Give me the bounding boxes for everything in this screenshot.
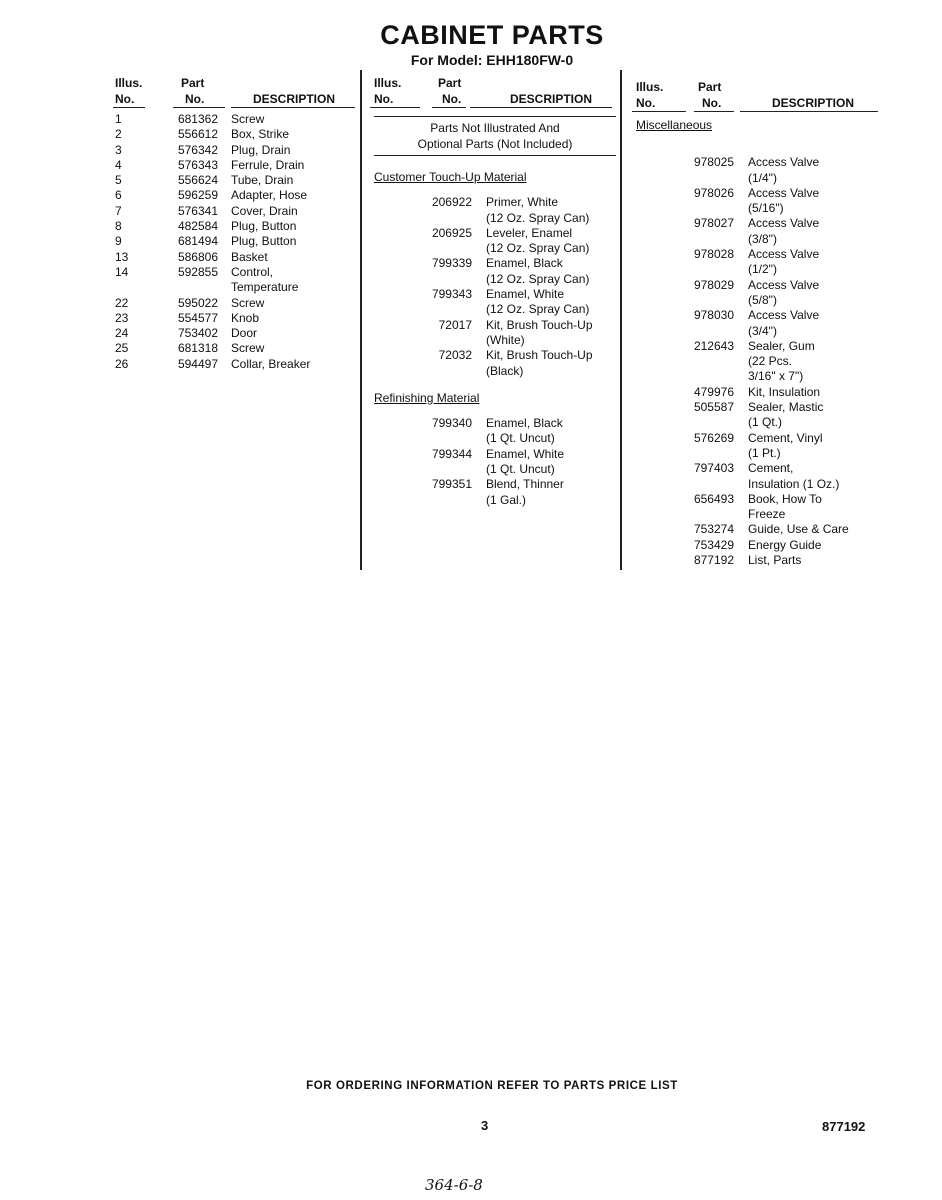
illus-number: 24 <box>115 326 129 341</box>
table-row-continuation <box>632 354 882 369</box>
part-description: Tube, Drain <box>231 173 294 188</box>
part-description: List, Parts <box>748 553 802 568</box>
illus-header-top: Illus. <box>636 80 664 94</box>
header-rule <box>632 111 686 112</box>
part-number: 799340 <box>431 416 472 431</box>
part-number: 479976 <box>693 384 734 399</box>
table-row <box>113 265 358 280</box>
header-rule <box>113 107 145 108</box>
section-title: Miscellaneous <box>636 118 713 132</box>
illus-number: 3 <box>115 142 122 157</box>
part-header-top: Part <box>181 76 205 90</box>
part-description: Control, <box>231 264 274 279</box>
part-description: (1 Pt.) <box>748 445 781 460</box>
part-number: 212643 <box>693 338 734 353</box>
part-description: Cement, <box>748 461 794 476</box>
table-row-continuation <box>632 415 882 430</box>
table-row <box>113 112 358 127</box>
header-rule <box>231 107 355 108</box>
part-description: (1 Qt. Uncut) <box>486 431 555 446</box>
part-number: 72032 <box>438 348 472 363</box>
table-row <box>632 247 882 262</box>
header-rule <box>370 107 420 108</box>
part-description: (3/4") <box>748 323 777 338</box>
part-description: (12 Oz. Spray Can) <box>486 302 590 317</box>
page-title: CABINET PARTS <box>380 20 604 50</box>
illus-number: 13 <box>115 249 129 264</box>
part-description: Plug, Button <box>231 219 297 234</box>
misc-parts-list <box>632 118 882 568</box>
part-number: 206922 <box>431 195 472 210</box>
part-description: Kit, Insulation <box>748 384 821 399</box>
table-row <box>370 195 620 210</box>
part-number: 656493 <box>693 491 734 506</box>
part-number: 576269 <box>693 430 734 445</box>
part-description: Enamel, Black <box>486 256 563 271</box>
part-number: 681318 <box>177 341 218 356</box>
part-number: 753402 <box>177 326 218 341</box>
part-number: 799343 <box>431 287 472 302</box>
note-line-2: Optional Parts (Not Included) <box>417 137 573 151</box>
column-header <box>370 72 620 112</box>
table-row <box>113 311 358 326</box>
table-row <box>632 538 882 553</box>
part-number: 576342 <box>177 142 218 157</box>
part-number: 594497 <box>177 356 218 371</box>
part-description: Blend, Thinner <box>486 477 564 492</box>
model-subtitle: For Model: EHH180FW-0 <box>410 52 574 68</box>
table-row-continuation <box>632 171 882 186</box>
part-description: Insulation (1 Oz.) <box>748 476 840 491</box>
part-number: 877192 <box>693 553 734 568</box>
document-number: 877192 <box>822 1119 866 1134</box>
part-number: 978028 <box>693 247 734 262</box>
part-description: (1 Gal.) <box>486 492 527 507</box>
table-row <box>370 256 620 271</box>
table-row-continuation <box>632 477 882 492</box>
part-header-bottom: No. <box>442 92 462 106</box>
part-number: 681494 <box>177 234 218 249</box>
table-row <box>370 348 620 363</box>
table-row-continuation <box>370 272 620 287</box>
part-description: (12 Oz. Spray Can) <box>486 210 590 225</box>
part-description: Kit, Brush Touch-Up <box>486 348 593 363</box>
illus-number: 9 <box>115 234 122 249</box>
parts-column-optional <box>370 72 620 508</box>
section-title: Customer Touch-Up Material <box>374 170 527 184</box>
part-description: (3/8") <box>748 231 777 246</box>
table-row <box>113 173 358 188</box>
table-row <box>632 155 882 170</box>
table-row <box>370 477 620 492</box>
part-description: Door <box>231 326 258 341</box>
part-description: (22 Pcs. <box>748 354 793 369</box>
part-description: (1 Qt. Uncut) <box>486 462 555 477</box>
table-row-continuation <box>632 201 882 216</box>
part-description: (1/2") <box>748 262 777 277</box>
part-description: Enamel, White <box>486 287 565 302</box>
table-row <box>113 357 358 372</box>
part-number: 554577 <box>177 310 218 325</box>
part-description: Enamel, Black <box>486 416 563 431</box>
part-description: Book, How To <box>748 491 822 506</box>
ordering-note: FOR ORDERING INFORMATION REFER TO PARTS PRICE LIST <box>306 1080 678 1092</box>
part-description: Basket <box>231 249 268 264</box>
table-row <box>113 188 358 203</box>
part-description: Screw <box>231 112 265 126</box>
illus-header-bottom: No. <box>374 92 394 106</box>
illus-number: 25 <box>115 341 129 356</box>
part-description: Adapter, Hose <box>231 188 308 203</box>
illus-number: 8 <box>115 219 122 234</box>
table-row <box>113 127 358 142</box>
table-row-continuation <box>370 241 620 256</box>
description-header: DESCRIPTION <box>253 92 336 106</box>
part-number: 482584 <box>177 219 218 234</box>
page-number: 3 <box>481 1118 489 1133</box>
table-row <box>370 287 620 302</box>
illus-number: 1 <box>115 112 122 126</box>
table-row <box>113 250 358 265</box>
part-description: Access Valve <box>748 247 820 262</box>
note-line-1: Parts Not Illustrated And <box>430 121 560 135</box>
part-description: Access Valve <box>748 185 820 200</box>
table-row <box>113 204 358 219</box>
part-header-bottom: No. <box>185 92 205 106</box>
parts-column-illustrated <box>113 72 358 372</box>
header-rule <box>173 107 225 108</box>
parts-list <box>113 112 358 372</box>
illus-header-bottom: No. <box>636 96 656 110</box>
part-number: 556624 <box>177 173 218 188</box>
table-row-continuation <box>632 262 882 277</box>
part-description: (1/4") <box>748 170 777 185</box>
part-description: (Black) <box>486 363 524 378</box>
description-header: DESCRIPTION <box>772 96 855 110</box>
part-number: 586806 <box>177 249 218 264</box>
table-row <box>632 216 882 231</box>
illus-header-bottom: No. <box>115 92 135 106</box>
table-row <box>370 416 620 431</box>
table-row-continuation <box>632 369 882 384</box>
table-row-continuation <box>370 333 620 348</box>
part-number: 556612 <box>177 127 218 142</box>
table-row-continuation <box>632 232 882 247</box>
part-number: 799351 <box>431 477 472 492</box>
table-row <box>632 522 882 537</box>
parts-column-misc <box>632 72 882 568</box>
illus-number: 26 <box>115 356 129 371</box>
part-number: 206925 <box>431 225 472 240</box>
part-description: Guide, Use & Care <box>748 522 849 537</box>
part-description: Knob <box>231 310 260 325</box>
table-row-continuation <box>370 302 620 317</box>
part-description: Access Valve <box>748 216 820 231</box>
part-description: Access Valve <box>748 277 820 292</box>
part-number: 753429 <box>693 537 734 552</box>
table-row-continuation <box>370 364 620 379</box>
table-row <box>113 143 358 158</box>
table-row-continuation <box>632 293 882 308</box>
table-row <box>632 400 882 415</box>
part-number: 576341 <box>177 203 218 218</box>
table-row <box>370 226 620 241</box>
table-row-continuation <box>632 507 882 522</box>
part-description: (1 Qt.) <box>748 415 783 430</box>
part-description: Ferrule, Drain <box>231 157 305 172</box>
table-row <box>632 492 882 507</box>
table-row <box>113 158 358 173</box>
illus-header-top: Illus. <box>374 76 402 90</box>
part-header-bottom: No. <box>702 96 722 110</box>
table-row-continuation <box>632 446 882 461</box>
table-row-continuation <box>370 431 620 446</box>
table-row-continuation <box>370 211 620 226</box>
description-header: DESCRIPTION <box>510 92 593 106</box>
column-divider-1 <box>360 70 362 570</box>
table-row-continuation <box>370 493 620 508</box>
part-number: 797403 <box>693 461 734 476</box>
illus-number: 23 <box>115 310 129 325</box>
part-description: (5/8") <box>748 292 777 307</box>
table-row-continuation <box>632 324 882 339</box>
part-description: Screw <box>231 295 265 310</box>
part-description: (12 Oz. Spray Can) <box>486 241 590 256</box>
part-description: Energy Guide <box>748 537 822 552</box>
table-row <box>370 318 620 333</box>
part-description: Temperature <box>231 280 299 295</box>
table-row <box>632 278 882 293</box>
table-row <box>113 219 358 234</box>
part-description: Cover, Drain <box>231 203 298 218</box>
section-title: Refinishing Material <box>374 390 480 405</box>
optional-parts-list <box>370 170 620 508</box>
table-row <box>113 326 358 341</box>
part-description: (White) <box>486 332 525 347</box>
part-header-top: Part <box>438 76 462 90</box>
header-rule <box>470 107 612 108</box>
part-description: Leveler, Enamel <box>486 225 573 240</box>
part-description: (12 Oz. Spray Can) <box>486 271 590 286</box>
handwritten-note: 364-6-8 <box>425 1176 483 1194</box>
part-header-top: Part <box>698 80 722 94</box>
table-row-continuation <box>370 462 620 477</box>
illus-header-top: Illus. <box>115 76 143 90</box>
table-row <box>632 186 882 201</box>
section-rows <box>370 195 620 379</box>
table-row <box>632 385 882 400</box>
header-rule <box>740 111 878 112</box>
header-rule <box>432 107 466 108</box>
table-row <box>113 234 358 249</box>
part-description: Access Valve <box>748 308 820 323</box>
part-number: 681362 <box>177 112 218 126</box>
part-description: 3/16" x 7") <box>748 369 804 384</box>
illus-number: 2 <box>115 127 122 142</box>
part-number: 595022 <box>177 295 218 310</box>
illus-number: 22 <box>115 295 129 310</box>
part-number: 799339 <box>431 256 472 271</box>
part-number: 978026 <box>693 185 734 200</box>
part-description: Primer, White <box>486 195 559 210</box>
part-description: Box, Strike <box>231 127 290 142</box>
part-description: Access Valve <box>748 155 820 170</box>
table-row <box>632 461 882 476</box>
part-description: Sealer, Gum <box>748 338 815 353</box>
part-number: 576343 <box>177 157 218 172</box>
table-row <box>370 447 620 462</box>
table-row <box>113 341 358 356</box>
table-row <box>632 308 882 323</box>
part-number: 72017 <box>438 317 472 332</box>
optional-parts-note <box>374 116 616 156</box>
part-number: 978025 <box>693 155 734 170</box>
column-header <box>632 72 882 112</box>
part-description: Collar, Breaker <box>231 356 311 371</box>
illus-number: 5 <box>115 173 122 188</box>
header-rule <box>694 111 734 112</box>
table-row <box>632 339 882 354</box>
table-row <box>632 553 882 568</box>
part-description: (5/16") <box>748 201 784 216</box>
part-description: Plug, Drain <box>231 142 291 157</box>
table-row <box>113 296 358 311</box>
column-header <box>113 72 358 112</box>
part-number: 505587 <box>693 400 734 415</box>
part-description: Enamel, White <box>486 446 565 461</box>
part-description: Plug, Button <box>231 234 297 249</box>
part-description: Screw <box>231 341 265 356</box>
illus-number: 14 <box>115 264 129 279</box>
illus-number: 7 <box>115 203 122 218</box>
part-description: Sealer, Mastic <box>748 400 824 415</box>
part-number: 978029 <box>693 277 734 292</box>
part-description: Kit, Brush Touch-Up <box>486 317 593 332</box>
table-row-continuation <box>113 280 358 295</box>
column-divider-2 <box>620 70 622 570</box>
part-number: 978030 <box>693 308 734 323</box>
part-number: 592855 <box>177 264 218 279</box>
part-number: 799344 <box>431 446 472 461</box>
table-row <box>632 431 882 446</box>
part-description: Freeze <box>748 507 786 522</box>
illus-number: 6 <box>115 188 122 203</box>
illus-number: 4 <box>115 157 122 172</box>
part-number: 596259 <box>177 188 218 203</box>
section-rows <box>370 416 620 508</box>
part-description: Cement, Vinyl <box>748 430 823 445</box>
part-number: 753274 <box>693 522 734 537</box>
part-number: 978027 <box>693 216 734 231</box>
